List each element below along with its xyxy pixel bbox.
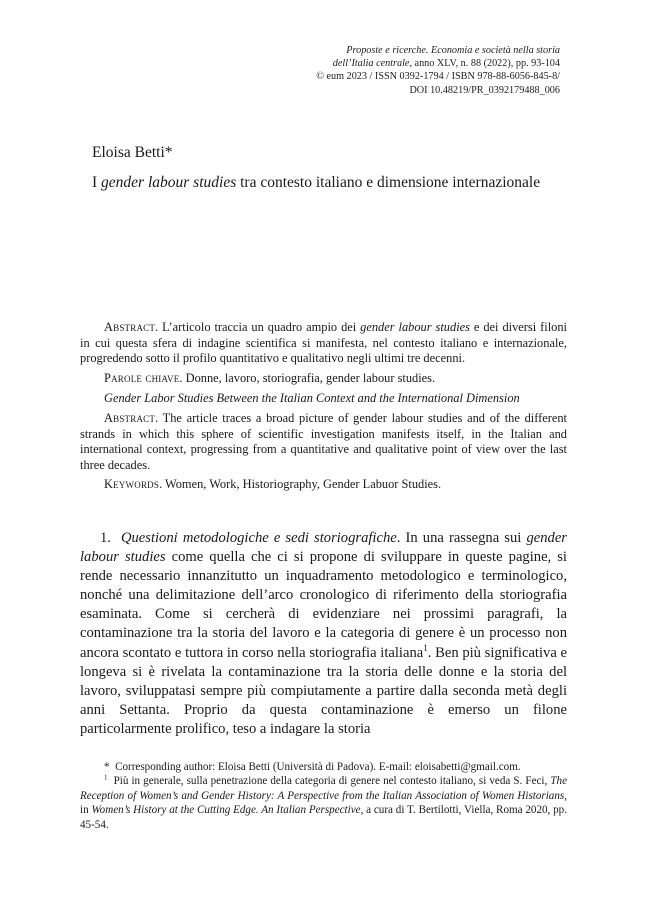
section-text-2: . Ben più significativa e longeva si è rivelata la contaminazione tra la storia delle donne e la storia del lavoro, sviluppatasi sempre più compiutamente a partire dalla seconda metà degli anni Settanta. Proprio da questa contaminazione è emerso un filone particolarmente prolifico, teso a indagare la storia: [80, 644, 567, 737]
section-1-paragraph: [80, 529, 567, 739]
footnote-1: [80, 774, 567, 832]
title-prefix: I: [92, 174, 102, 191]
journal-name-line2: dell’Italia centrale: [332, 58, 410, 70]
author-footnote-marker: *: [164, 144, 173, 161]
copyright-line: © eum 2023 / ISSN 0392-1794 / ISBN 978-88-6056-845-8/: [316, 71, 560, 83]
english-title: Gender Labor Studies Between the Italian Context and the International Dimension: [104, 391, 520, 406]
keywords-en-text: . Women, Work, Historiography, Gender Labuor Studies.: [159, 477, 442, 492]
abstract-block: [80, 320, 567, 493]
keywords-it-label: Parole chiave: [104, 370, 180, 385]
journal-issue: , anno XLV, n. 88 (2022), pp. 93-104: [409, 58, 560, 70]
article-title: [92, 173, 592, 193]
abstract-it-text-before: . L’articolo traccia un quadro ampio dei: [155, 320, 361, 334]
footnotes: [80, 760, 567, 832]
keywords-en: [80, 477, 567, 493]
section-title: Questioni metodologiche e sedi storiografiche: [120, 530, 397, 546]
author-name: [92, 144, 173, 162]
footnote-1-text-3: , a cura di T. Bertilotti, Viella, Roma 2020, pp. 45-54.: [80, 804, 567, 831]
footnote-1-marker: 1: [104, 774, 108, 782]
footnote-1-text-2: , in: [80, 789, 567, 817]
abstract-it-text-after: e dei diversi filoni in cui questa sfera di indagine scientifica si manifesta, nel contesto italiano e internazionale, progredendo sotto il profilo quantitativo e qualitativo negli ultimi tre decenni.: [80, 320, 567, 366]
abstract-en-label: Abstract: [104, 410, 156, 425]
abstract-en-text: . The article traces a broad picture of gender labour studies and of the different strands in which this sphere of scientific investigation manifests itself, in the Italian and international context, progressing from a quantitative and qualitative point of view over the last three decades.: [80, 410, 567, 472]
abstract-it-label: Abstract: [104, 320, 156, 334]
doi-line: DOI 10.48219/PR_0392179488_006: [409, 84, 560, 96]
title-suffix: tra contesto italiano e dimensione internazionale: [236, 174, 541, 191]
footnote-star-marker: *: [104, 761, 110, 773]
keywords-en-label: Keywords: [104, 477, 160, 492]
section-1-body: [80, 529, 567, 739]
author-name-text: Eloisa Betti: [92, 144, 165, 161]
title-italic: gender labour studies: [101, 174, 237, 191]
abstract-en: [80, 411, 567, 473]
footnote-1-italic-2: Women’s History at the Cutting Edge. An Italian Perspective: [91, 804, 361, 817]
abstract-it: [80, 320, 567, 367]
journal-name: Proposte e ricerche. Economia e società nella storia: [346, 45, 560, 56]
abstract-it-italic: gender labour studies: [360, 320, 470, 334]
section-number: 1.: [100, 530, 111, 546]
journal-header: [260, 44, 560, 97]
section-lead: . In una rassegna sui: [396, 530, 527, 546]
section-text-1: come quella che ci si propone di sviluppare in queste pagine, si rende necessario innanzitutto un inquadramento metodologico e terminologico, nonché una delimitazione dell’arco cronologico di riferimento della storiografia esaminata. Come si cercherà di evidenziare nei prossimi paragrafi, la contaminazione tra la storia del lavoro e la categoria di genere è un processo non ancora scontato e tuttora in corso nella storiografia italiana: [80, 549, 567, 661]
footnote-1-text-1: Più in generale, sulla penetrazione della categoria di genere nel contesto italiano, si veda S. Feci,: [113, 775, 551, 788]
footnote-star-text: Corresponding author: Eloisa Betti (Università di Padova). E-mail: eloisabetti@gmail.com.: [115, 761, 521, 773]
section-italic-term: gender labour studies: [80, 530, 567, 566]
keywords-it-text: . Donne, lavoro, storiografia, gender labour studies.: [179, 370, 436, 385]
footnote-1-italic-1: The Reception of Women’s and Gender History: A Perspective from the Italian Association of Women Historians: [80, 775, 567, 802]
footnote-ref-1[interactable]: 1: [423, 642, 428, 653]
footnote-star: [80, 760, 567, 774]
keywords-it: [80, 371, 567, 387]
